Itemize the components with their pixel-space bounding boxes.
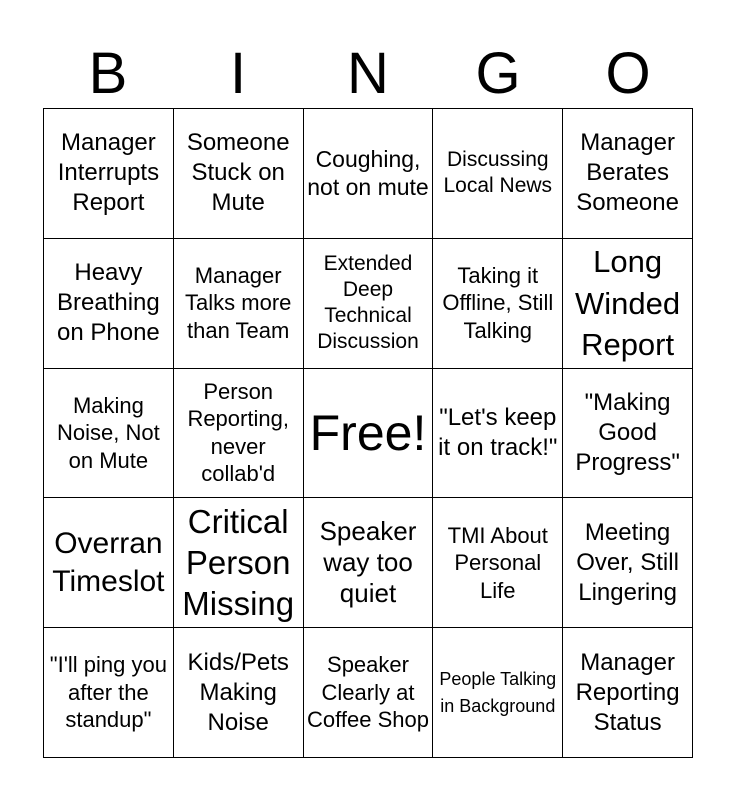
bingo-cell-g5[interactable] (433, 628, 563, 758)
cell-text: Speaker way too quiet (319, 516, 417, 609)
bingo-board (43, 108, 693, 758)
cell-text: Making Noise, Not on Mute (57, 392, 160, 473)
cell-text: Person Reporting, never collab'd (187, 378, 289, 487)
cell-text: Manager Talks more than Team (185, 262, 292, 343)
bingo-header (43, 40, 693, 108)
bingo-cell-i2[interactable] (174, 239, 304, 369)
bingo-cell-n5[interactable] (304, 628, 434, 758)
cell-text: Someone Stuck on Mute (186, 129, 290, 217)
cell-text: "Let's keep it on track!" (438, 403, 558, 461)
bingo-cell-n2[interactable] (304, 239, 434, 369)
cell-text: Discussing Local News (443, 148, 553, 198)
bingo-cell-b5[interactable] (44, 628, 174, 758)
bingo-cell-i5[interactable] (174, 628, 304, 758)
cell-text: "I'll ping you after the standup" (49, 652, 167, 733)
header-letter-n: N (347, 41, 389, 106)
cell-text: Extended Deep Technical Discussion (317, 251, 419, 354)
cell-text: People Talking in Background (439, 668, 557, 716)
cell-text: Overran Timeslot (52, 527, 165, 598)
bingo-cell-free[interactable] (304, 369, 434, 499)
bingo-cell-o3[interactable] (563, 369, 693, 499)
cell-text: Critical Person Missing (182, 502, 295, 623)
bingo-cell-o1[interactable] (563, 109, 693, 239)
bingo-cell-i1[interactable] (174, 109, 304, 239)
header-letter-i: I (229, 41, 247, 106)
bingo-cell-i4[interactable] (174, 498, 304, 628)
header-letter-g: G (475, 41, 521, 106)
bingo-cell-n1[interactable] (304, 109, 434, 239)
cell-text: Meeting Over, Still Lingering (576, 518, 679, 606)
bingo-cell-n4[interactable] (304, 498, 434, 628)
bingo-cell-b1[interactable] (44, 109, 174, 239)
bingo-cell-b2[interactable] (44, 239, 174, 369)
cell-text: Manager Reporting Status (575, 648, 680, 736)
cell-text: Long Winded Report (575, 244, 681, 362)
bingo-cell-o4[interactable] (563, 498, 693, 628)
bingo-cell-b3[interactable] (44, 369, 174, 499)
bingo-cell-o2[interactable] (563, 239, 693, 369)
cell-text: Coughing, not on mute (307, 145, 429, 201)
bingo-cell-i3[interactable] (174, 369, 304, 499)
bingo-cell-g3[interactable] (433, 369, 563, 499)
free-space-text: Free! (309, 404, 427, 461)
cell-text: Kids/Pets Making Noise (187, 648, 289, 736)
bingo-cell-g1[interactable] (433, 109, 563, 239)
bingo-cell-g4[interactable] (433, 498, 563, 628)
bingo-cell-b4[interactable] (44, 498, 174, 628)
cell-text: Speaker Clearly at Coffee Shop (307, 652, 429, 733)
cell-text: TMI About Personal Life (447, 522, 548, 603)
cell-text: Taking it Offline, Still Talking (442, 262, 554, 343)
header-letter-o: O (605, 41, 651, 106)
bingo-cell-o5[interactable] (563, 628, 693, 758)
cell-text: Heavy Breathing on Phone (57, 259, 160, 347)
bingo-cell-g2[interactable] (433, 239, 563, 369)
cell-text: Manager Interrupts Report (57, 129, 160, 217)
header-letter-b: B (88, 41, 128, 106)
cell-text: Manager Berates Someone (576, 129, 679, 217)
cell-text: "Making Good Progress" (575, 388, 680, 476)
